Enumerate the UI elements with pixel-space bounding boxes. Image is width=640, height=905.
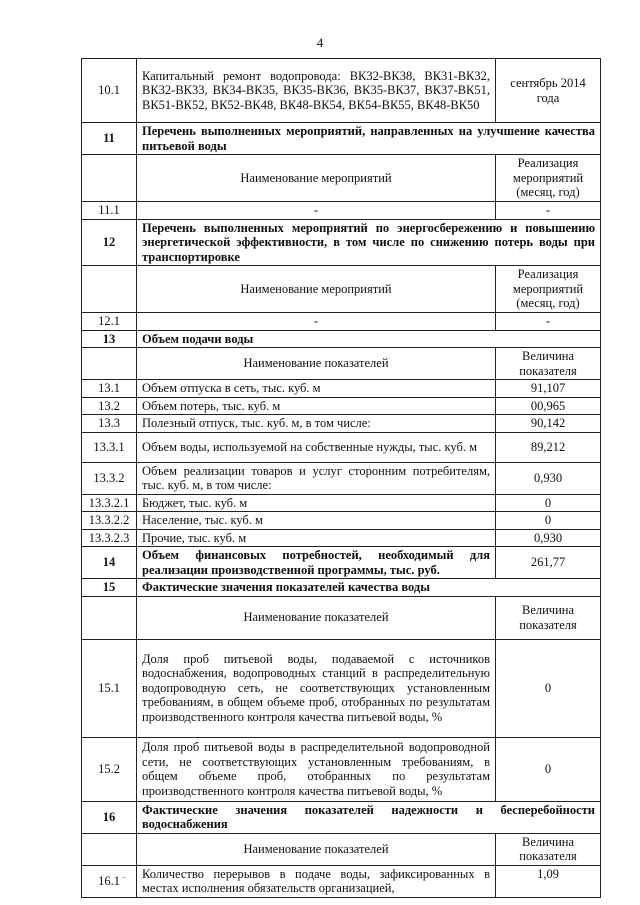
table-row <box>82 865 601 897</box>
section-title: Перечень выполненных мероприятий, направленных на улучшение качества питьевой воды <box>137 123 601 155</box>
column-header-value: Реализация мероприятий (месяц, год) <box>496 155 601 202</box>
section-title: Объем финансовых потребностей, необходимый для реализации производственной программы, тыс. руб. <box>137 547 496 579</box>
row-text: Объем реализации товаров и услуг сторонним потребителям, тыс. куб. м, в том числе: <box>137 462 496 494</box>
row-text: Полезный отпуск, тыс. куб. м, в том числе: <box>137 415 496 433</box>
row-value: - <box>496 313 601 331</box>
column-header-row <box>82 266 601 313</box>
section-title: Фактические значения показателей качества воды <box>137 579 601 597</box>
page-number: 4 <box>316 35 324 50</box>
column-header-row <box>82 833 601 865</box>
scan-mark <box>122 877 126 878</box>
row-value: 91,107 <box>496 380 601 398</box>
column-header-name: Наименование мероприятий <box>137 155 496 202</box>
column-header-value: Величина показателя <box>496 348 601 380</box>
row-number: 10.1 <box>82 59 137 123</box>
column-header-name: Наименование показателей <box>137 596 496 639</box>
column-header-name: Наименование мероприятий <box>137 266 496 313</box>
section-value: 261,77 <box>496 547 601 579</box>
table-row <box>82 639 601 737</box>
section-title: Перечень выполненных мероприятий по энергосбережению и повышению энергетической эффективности, в том числе по снижению потерь воды при транспортировке <box>137 219 601 266</box>
row-text: Капитальный ремонт водопровода: ВК32-ВК38, ВК31-ВК32, ВК32-ВК33, ВК34-ВК35, ВК35-ВК36, ВК35-ВК37, ВК37-ВК51, ВК51-ВК52, ВК52-ВК48, ВК48-ВК54, ВК54-ВК55, ВК48-ВК50 <box>137 59 496 123</box>
row-number: 13.3 <box>82 415 137 433</box>
column-header-value: Величина показателя <box>496 596 601 639</box>
row-number: 13.3.2 <box>82 462 137 494</box>
row-number: 13.3.2.3 <box>82 529 137 547</box>
row-number: 15.1 <box>82 639 137 737</box>
row-value: 0,930 <box>496 462 601 494</box>
row-number: 13.3.2.1 <box>82 494 137 512</box>
section-row <box>82 123 601 155</box>
row-text: Доля проб питьевой воды в распределительной водопроводной сети, не соответствующих установленным требованиям, в общем объеме проб, отобранных по результатам производственного контроля качества питьевой воды, % <box>137 737 496 801</box>
row-value: 0 <box>496 639 601 737</box>
section-number: 13 <box>82 330 137 348</box>
row-value: 0 <box>496 512 601 530</box>
row-text: Доля проб питьевой воды, подаваемой с источников водоснабжения, водопроводных станций в распределительную водопроводную сеть, не соответствующих установленным требованиям, в общем объеме проб, отобранных по результатам производственного контроля качества питьевой воды, % <box>137 639 496 737</box>
table-row <box>82 202 601 220</box>
column-header-row <box>82 596 601 639</box>
table-row <box>82 313 601 331</box>
table-row <box>82 59 601 123</box>
row-text: - <box>137 313 496 331</box>
production-program-table <box>81 58 601 898</box>
row-value: 0 <box>496 494 601 512</box>
table-row <box>82 529 601 547</box>
row-text: Объем потерь, тыс. куб. м <box>137 397 496 415</box>
section-number: 11 <box>82 123 137 155</box>
column-header-name: Наименование показателей <box>137 833 496 865</box>
table-row <box>82 380 601 398</box>
row-value: 0 <box>496 737 601 801</box>
row-text: Прочие, тыс. куб. м <box>137 529 496 547</box>
row-value: 89,212 <box>496 432 601 462</box>
table-row <box>82 737 601 801</box>
section-title: Фактические значения показателей надежности и бесперебойности водоснабжения <box>137 801 601 833</box>
table-row <box>82 415 601 433</box>
row-text: Население, тыс. куб. м <box>137 512 496 530</box>
table-row <box>82 432 601 462</box>
row-number: 16.1 <box>82 865 137 897</box>
row-value: 00,965 <box>496 397 601 415</box>
section-row <box>82 219 601 266</box>
row-value: - <box>496 202 601 220</box>
section-title: Объем подачи воды <box>137 330 601 348</box>
row-text: Количество перерывов в подаче воды, зафиксированных в местах исполнения обязательств организацией, <box>137 865 496 897</box>
row-number: 12.1 <box>82 313 137 331</box>
column-header-value: Реализация мероприятий (месяц, год) <box>496 266 601 313</box>
column-header-row <box>82 155 601 202</box>
row-number: 11.1 <box>82 202 137 220</box>
column-header-name: Наименование показателей <box>137 348 496 380</box>
section-row <box>82 330 601 348</box>
row-text: - <box>137 202 496 220</box>
section-number: 16 <box>82 801 137 833</box>
section-number: 15 <box>82 579 137 597</box>
row-number: 13.1 <box>82 380 137 398</box>
column-header-row <box>82 348 601 380</box>
table-row <box>82 397 601 415</box>
row-value: 90,142 <box>496 415 601 433</box>
table-row <box>82 494 601 512</box>
section-row <box>82 579 601 597</box>
row-text: Объем отпуска в сеть, тыс. куб. м <box>137 380 496 398</box>
row-text: Объем воды, используемой на собственные нужды, тыс. куб. м <box>137 432 496 462</box>
column-header-value: Величина показателя <box>496 833 601 865</box>
row-text: Бюджет, тыс. куб. м <box>137 494 496 512</box>
row-value: 0,930 <box>496 529 601 547</box>
row-number: 15.2 <box>82 737 137 801</box>
section-number: 12 <box>82 219 137 266</box>
table-row <box>82 462 601 494</box>
section-row <box>82 547 601 579</box>
row-number: 13.3.1 <box>82 432 137 462</box>
row-value: сентябрь 2014 года <box>496 59 601 123</box>
row-number: 13.3.2.2 <box>82 512 137 530</box>
row-number: 13.2 <box>82 397 137 415</box>
section-row <box>82 801 601 833</box>
section-number: 14 <box>82 547 137 579</box>
table-row <box>82 512 601 530</box>
row-value: 1,09 <box>496 865 601 897</box>
